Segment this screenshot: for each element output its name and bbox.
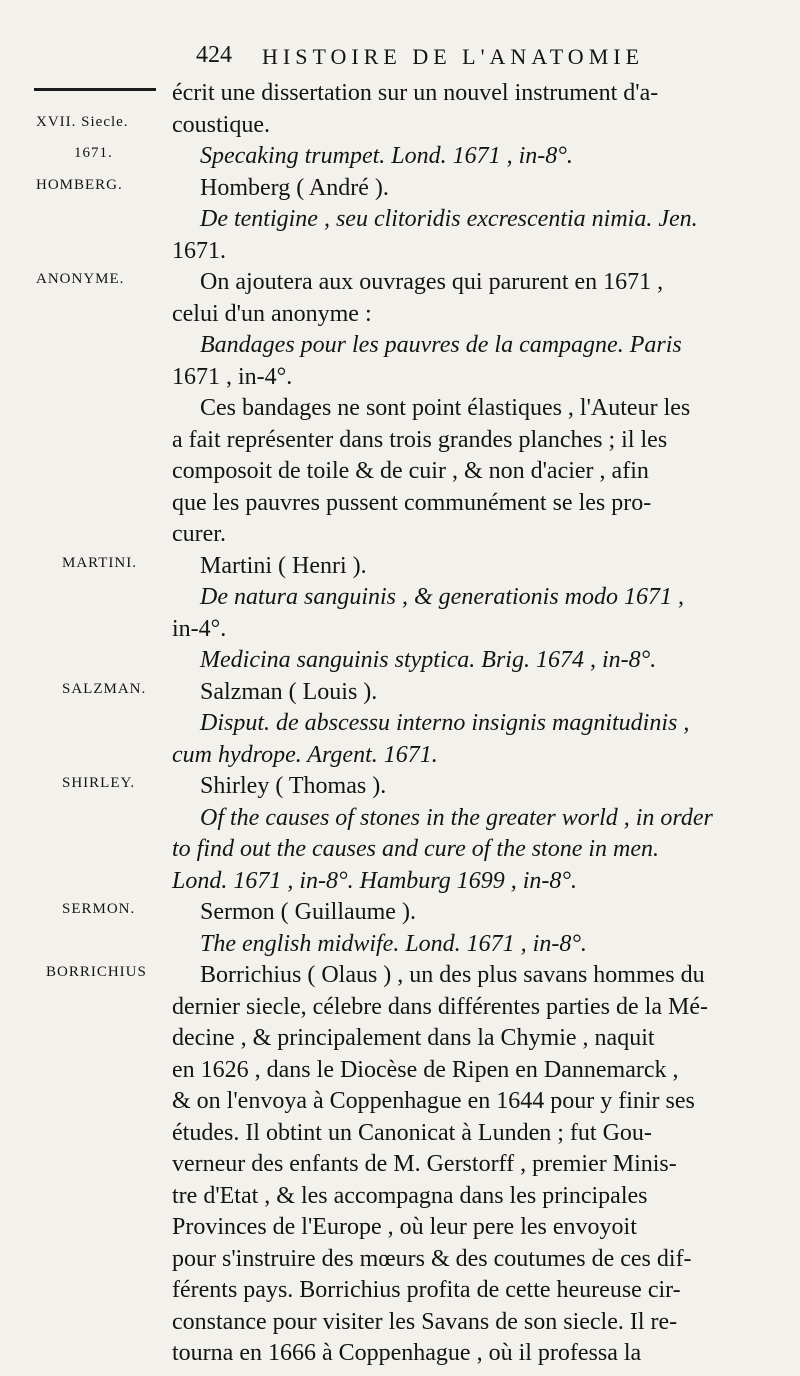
line-text: composoit de toile & de cuir , & non d'acier , afin — [172, 458, 649, 484]
margin-note: HOMBERG. — [36, 176, 123, 193]
line-text: 1671 , in-4°. — [172, 363, 293, 390]
text-line — [0, 360, 800, 394]
line-text: to find out the causes and cure of the stone in men. — [172, 836, 660, 862]
text-line — [0, 1053, 800, 1087]
text-line — [0, 706, 800, 740]
text-line — [0, 927, 800, 961]
margin-note: SERMON. — [62, 901, 136, 917]
margin-note: ANONYME. — [36, 271, 125, 287]
text-line — [0, 265, 800, 299]
text-line — [0, 139, 800, 173]
running-header — [0, 40, 800, 80]
text-line — [0, 801, 800, 835]
text-line — [0, 454, 800, 488]
line-text: celui d'un anonyme : — [172, 300, 372, 327]
line-text: Provinces de l'Europe , où leur pere les envoyoit — [172, 1214, 637, 1240]
text-line — [0, 1210, 800, 1244]
text-line — [0, 738, 800, 772]
line-text: in-4°. — [172, 615, 227, 642]
text-line — [0, 612, 800, 646]
line-text: Bandages pour les pauvres de la campagne. Paris — [200, 332, 682, 358]
line-text: pour s'instruire des mœurs & des coutumes de ces dif- — [172, 1245, 692, 1272]
line-text: que les pauvres pussent communément se les pro- — [172, 489, 652, 516]
line-text: Of the causes of stones in the greater world , in order — [200, 804, 713, 831]
text-line — [0, 958, 800, 992]
line-text: constance pour visiter les Savans de son siecle. Il re- — [172, 1308, 678, 1335]
text-line — [0, 675, 800, 709]
text-line — [0, 895, 800, 929]
text-line — [0, 1084, 800, 1118]
line-text: Salzman ( Louis ). — [200, 678, 378, 705]
text-line — [0, 423, 800, 457]
line-text: tre d'Etat , & les accompagna dans les principales — [172, 1182, 648, 1209]
text-line — [0, 549, 800, 583]
line-text: études. Il obtint un Canonicat à Lunden ; fut Gou- — [172, 1119, 652, 1146]
line-text: decine , & principalement dans la Chymie , naquit — [172, 1025, 655, 1051]
line-text: Shirley ( Thomas ). — [200, 773, 387, 799]
text-line — [0, 1336, 800, 1370]
line-text: dernier siecle, célebre dans différentes parties de la Mé- — [172, 993, 708, 1020]
text-line — [0, 1147, 800, 1181]
text-line — [0, 234, 800, 268]
page-number: 424 — [196, 42, 232, 68]
text-line — [0, 391, 800, 425]
line-text: verneur des enfants de M. Gerstorff , premier Minis- — [172, 1151, 677, 1177]
line-text: De tentigine , seu clitoridis excrescentia nimia. Jen. — [200, 206, 698, 232]
text-line — [0, 1116, 800, 1150]
text-line — [0, 1273, 800, 1307]
text-line — [0, 769, 800, 803]
line-text: On ajoutera aux ouvrages qui parurent en 1671 , — [200, 269, 664, 295]
margin-note: SHIRLEY. — [62, 775, 136, 791]
line-text: De natura sanguinis , & generationis modo 1671 , — [200, 584, 684, 610]
line-text: férents pays. Borrichius profita de cette heureuse cir- — [172, 1277, 681, 1303]
line-text: Martini ( Henri ). — [200, 552, 367, 579]
running-title: HISTOIRE DE L'ANATOMIE — [262, 44, 645, 69]
line-text: Ces bandages ne sont point élastiques , l'Auteur les — [200, 395, 691, 421]
line-text: Sermon ( Guillaume ). — [200, 899, 416, 925]
line-text: tourna en 1666 à Coppenhague , où il professa la — [172, 1340, 642, 1366]
line-text: a fait représenter dans trois grandes planches ; il les — [172, 426, 668, 453]
margin-note: BORRICHIUS — [46, 964, 147, 980]
line-text: & on l'envoya à Coppenhague en 1644 pour y finir ses — [172, 1088, 695, 1114]
text-line — [0, 171, 800, 205]
line-text: coustique. — [172, 111, 270, 138]
text-line — [0, 202, 800, 236]
text-line — [0, 832, 800, 866]
margin-note: MARTINI. — [62, 554, 138, 571]
line-text: The english midwife. Lond. 1671 , in-8°. — [200, 930, 587, 957]
line-text: Borrichius ( Olaus ) , un des plus savans hommes du — [200, 962, 705, 988]
text-line — [0, 76, 800, 110]
margin-note: XVII. Siecle. — [36, 113, 129, 130]
line-text: 1671. — [172, 237, 226, 264]
text-line — [0, 643, 800, 677]
line-text: Specaking trumpet. Lond. 1671 , in-8°. — [200, 143, 573, 169]
text-line — [0, 1305, 800, 1339]
text-line — [0, 297, 800, 331]
line-text: Lond. 1671 , in-8°. Hamburg 1699 , in-8°. — [172, 867, 577, 894]
text-line — [0, 517, 800, 551]
line-text: cum hydrope. Argent. 1671. — [172, 741, 438, 768]
text-line — [0, 108, 800, 142]
line-text: Medicina sanguinis styptica. Brig. 1674 , in-8°. — [200, 647, 657, 673]
line-text: Disput. de abscessu interno insignis magnitudinis , — [200, 710, 690, 736]
line-text: Homberg ( André ). — [200, 174, 389, 201]
text-line — [0, 1021, 800, 1055]
line-text: écrit une dissertation sur un nouvel instrument d'a- — [172, 80, 659, 106]
text-line — [0, 1242, 800, 1276]
text-line — [0, 990, 800, 1024]
text-line — [0, 1179, 800, 1213]
margin-note: 1671. — [74, 145, 113, 161]
text-line — [0, 328, 800, 362]
line-text: en 1626 , dans le Diocèse de Ripen en Dannemarck , — [172, 1056, 679, 1083]
text-line — [0, 580, 800, 614]
margin-note: SALZMAN. — [62, 680, 147, 697]
text-line — [0, 486, 800, 520]
text-line — [0, 864, 800, 898]
line-text: curer. — [172, 521, 226, 547]
